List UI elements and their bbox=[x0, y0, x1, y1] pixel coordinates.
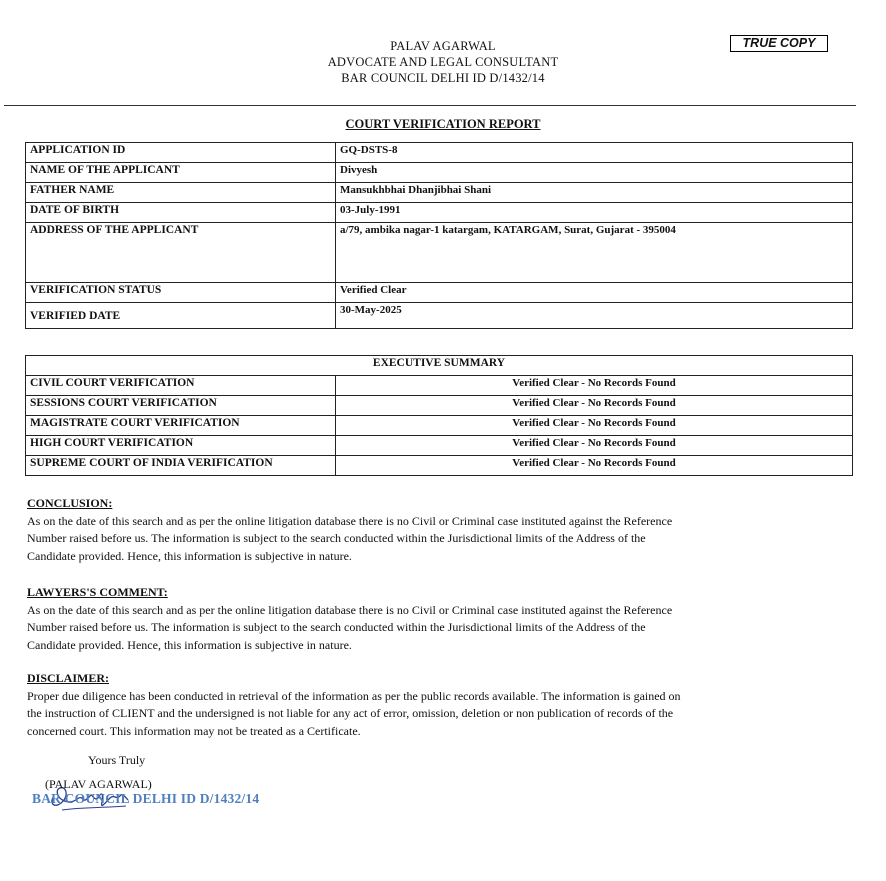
row-value: Verified Clear - No Records Found bbox=[336, 436, 853, 456]
executive-summary-table bbox=[25, 355, 853, 476]
row-label: MAGISTRATE COURT VERIFICATION bbox=[26, 416, 336, 436]
table-row bbox=[26, 436, 853, 456]
table-row bbox=[26, 143, 853, 163]
executive-summary-heading: EXECUTIVE SUMMARY bbox=[26, 356, 853, 376]
advocate-bar-id: BAR COUNCIL DELHI ID D/1432/14 bbox=[341, 71, 545, 85]
row-value: Verified Clear - No Records Found bbox=[336, 396, 853, 416]
row-label: DATE OF BIRTH bbox=[26, 203, 336, 223]
signatory-bar-id: BAR COUNCIL DELHI ID D/1432/14 bbox=[32, 791, 260, 806]
row-value: Divyesh bbox=[336, 163, 853, 183]
row-value: a/79, ambika nagar-1 katargam, KATARGAM, Surat, Gujarat - 395004 bbox=[336, 223, 853, 283]
table-row bbox=[26, 376, 853, 396]
row-value: Verified Clear - No Records Found bbox=[336, 416, 853, 436]
table-row bbox=[26, 396, 853, 416]
row-value: Verified Clear - No Records Found bbox=[336, 456, 853, 476]
row-value: Mansukhbhai Dhanjibhai Shani bbox=[336, 183, 853, 203]
lawyers-comment-line: As on the date of this search and as per the online litigation database there is no Civil or Criminal case instituted against the Reference bbox=[27, 602, 673, 617]
row-label: SUPREME COURT OF INDIA VERIFICATION bbox=[26, 456, 336, 476]
report-title: COURT VERIFICATION REPORT bbox=[345, 117, 541, 131]
conclusion-line: Number raised before us. The information is subject to the search conducted within the Jurisdictional limits of the Address of the bbox=[27, 531, 646, 545]
row-label: NAME OF THE APPLICANT bbox=[26, 163, 336, 183]
row-value: GQ-DSTS-8 bbox=[336, 143, 853, 163]
lawyers-comment-title: LAWYERS'S COMMENT: bbox=[27, 585, 168, 599]
table-row bbox=[26, 283, 853, 303]
conclusion-section bbox=[27, 495, 857, 565]
table-row bbox=[26, 203, 853, 223]
row-label: SESSIONS COURT VERIFICATION bbox=[26, 396, 336, 416]
signatory-name: (PALAV AGARWAL) bbox=[45, 777, 152, 791]
row-label: FATHER NAME bbox=[26, 183, 336, 203]
row-label: ADDRESS OF THE APPLICANT bbox=[26, 223, 336, 283]
conclusion-line: As on the date of this search and as per the online litigation database there is no Civil or Criminal case instituted against the Reference bbox=[27, 513, 673, 528]
disclaimer-line: Proper due diligence has been conducted in retrieval of the information as per the public records available. The information is gained on bbox=[27, 688, 681, 703]
header-divider bbox=[4, 105, 856, 106]
table-row bbox=[26, 223, 853, 283]
row-value: 03-July-1991 bbox=[336, 203, 853, 223]
row-label: VERIFICATION STATUS bbox=[26, 283, 336, 303]
disclaimer-title: DISCLAIMER: bbox=[27, 671, 110, 685]
row-label: APPLICATION ID bbox=[26, 143, 336, 163]
table-row bbox=[26, 416, 853, 436]
row-value: Verified Clear bbox=[336, 283, 853, 303]
closing-text: Yours Truly bbox=[88, 753, 146, 767]
lawyers-comment-line: Number raised before us. The information is subject to the search conducted within the Jurisdictional limits of the Address of the bbox=[27, 620, 646, 634]
true-copy-stamp: TRUE COPY bbox=[730, 35, 828, 52]
advocate-name: PALAV AGARWAL bbox=[390, 39, 496, 53]
disclaimer-line: the instruction of CLIENT and the undersigned is not liable for any act of error, omission, deletion or non publication of records of the bbox=[27, 706, 674, 720]
advocate-designation: ADVOCATE AND LEGAL CONSULTANT bbox=[327, 55, 559, 69]
row-label: CIVIL COURT VERIFICATION bbox=[26, 376, 336, 396]
lawyers-comment-line: Candidate provided. Hence, this information is subjective in nature. bbox=[27, 637, 352, 652]
applicant-details-table bbox=[25, 142, 853, 329]
row-value: 30-May-2025 bbox=[336, 303, 853, 329]
table-row bbox=[26, 303, 853, 329]
table-row bbox=[26, 183, 853, 203]
lawyers-comment-section bbox=[27, 584, 857, 654]
conclusion-title: CONCLUSION: bbox=[27, 496, 113, 510]
table-header-row bbox=[26, 356, 853, 376]
row-label: VERIFIED DATE bbox=[26, 303, 336, 329]
disclaimer-section bbox=[27, 670, 857, 740]
table-row bbox=[26, 163, 853, 183]
row-label: HIGH COURT VERIFICATION bbox=[26, 436, 336, 456]
row-value: Verified Clear - No Records Found bbox=[336, 376, 853, 396]
disclaimer-line: concerned court. This information may not be treated as a Certificate. bbox=[27, 723, 361, 738]
conclusion-line: Candidate provided. Hence, this information is subjective in nature. bbox=[27, 548, 352, 563]
table-row bbox=[26, 456, 853, 476]
